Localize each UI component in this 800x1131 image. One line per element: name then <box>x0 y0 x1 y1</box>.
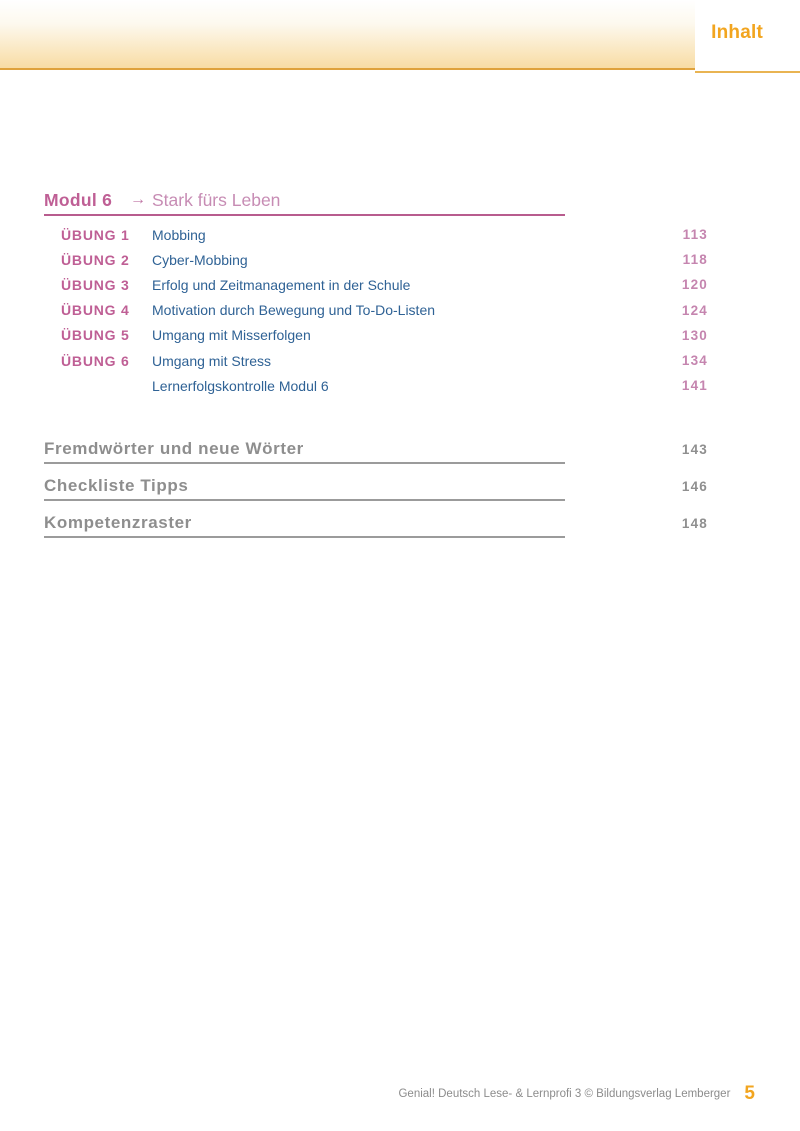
section-title: Checkliste Tipps <box>44 476 189 495</box>
exercise-title: Mobbing <box>152 226 206 243</box>
toc-section <box>44 511 708 538</box>
exercise-title: Umgang mit Stress <box>152 352 272 369</box>
toc-entry-row <box>44 348 708 373</box>
footer-page-number: 5 <box>744 1083 755 1104</box>
exercise-title: Motivation durch Bewegung und To-Do-Listen <box>152 302 436 319</box>
toc-entry-row <box>44 323 708 348</box>
section-row <box>44 511 708 535</box>
toc-entry-row <box>44 373 708 398</box>
section-page-number: 143 <box>681 441 708 457</box>
section-page-number: 146 <box>681 478 708 494</box>
exercise-label: ÜBUNG 6 <box>61 352 130 369</box>
section-page-number: 148 <box>681 515 708 531</box>
exercise-label: ÜBUNG 3 <box>61 276 130 293</box>
exercise-page-number: 120 <box>681 277 708 293</box>
section-row <box>44 437 708 461</box>
toc-entry-row <box>44 272 708 297</box>
exercise-page-number: 141 <box>681 378 708 394</box>
toc-section <box>44 474 708 501</box>
exercise-label: ÜBUNG 5 <box>61 327 130 344</box>
section-title: Kompetenzraster <box>44 513 192 532</box>
exercise-title: Erfolg und Zeitmanagement in der Schule <box>152 276 411 293</box>
arrow-right-icon: → <box>130 191 146 208</box>
section-underline <box>44 536 565 538</box>
exercise-title: Lernerfolgskontrolle Modul 6 <box>152 377 329 394</box>
section-underline <box>44 462 565 464</box>
exercise-page-number: 124 <box>681 302 708 318</box>
exercise-page-number: 113 <box>682 227 708 243</box>
exercise-title: Umgang mit Misserfolgen <box>152 327 311 344</box>
exercise-page-number: 134 <box>681 353 708 369</box>
module-heading <box>44 189 708 211</box>
section-row <box>44 474 708 498</box>
section-title: Fremdwörter und neue Wörter <box>44 439 304 458</box>
exercise-page-number: 130 <box>681 327 708 343</box>
header-gradient-band <box>0 0 695 70</box>
module-toc <box>44 189 708 398</box>
exercise-label: ÜBUNG 1 <box>61 226 130 243</box>
footer <box>398 1082 755 1106</box>
section-underline <box>44 499 565 501</box>
exercise-page-number: 118 <box>682 252 708 268</box>
module-title: Stark fürs Leben <box>152 190 281 210</box>
exercise-label: ÜBUNG 2 <box>61 251 130 268</box>
sections-list <box>44 437 708 548</box>
module-entries <box>44 222 708 398</box>
footer-credit: Genial! Deutsch Lese- & Lernprofi 3 © Bildungsverlag Lemberger <box>398 1088 731 1100</box>
module-underline <box>44 214 565 216</box>
exercise-label: ÜBUNG 4 <box>61 302 130 319</box>
page-title: Inhalt <box>711 22 763 43</box>
toc-entry-row <box>44 222 708 247</box>
module-label: Modul 6 <box>44 190 113 210</box>
toc-section <box>44 437 708 464</box>
exercise-title: Cyber-Mobbing <box>152 251 248 268</box>
toc-entry-row <box>44 247 708 272</box>
toc-entry-row <box>44 298 708 323</box>
